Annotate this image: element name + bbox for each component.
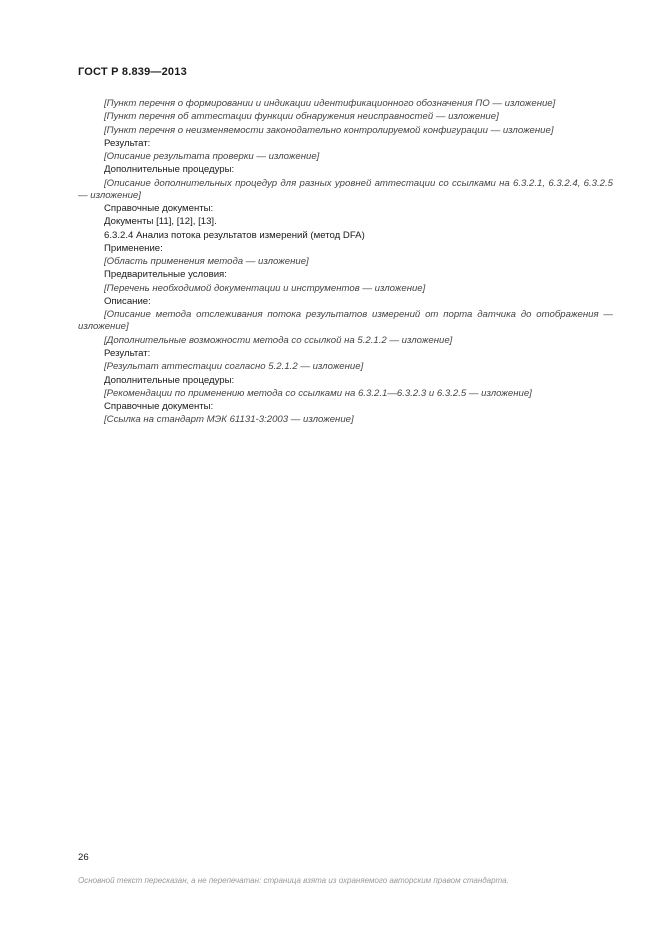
section-label: Дополнительные процедуры:	[104, 164, 235, 176]
clause-heading: 6.3.2.4 Анализ потока результатов измерений (метод DFA)	[104, 229, 365, 241]
summary-note: Основной текст пересказан, а не перепечатан: страница взята из охраняемого авторским правом стандарта.	[78, 876, 509, 885]
paragraph-summary: [Пункт перечня о формировании и индикации идентификационного обозначения ПО — изложение]	[104, 98, 556, 109]
paragraph-summary: [Ссылка на стандарт МЭК 61131-3:2003 — изложение]	[104, 414, 354, 426]
paragraph-summary: [Описание результата проверки — изложение]	[104, 151, 320, 163]
section-label: Дополнительные процедуры:	[104, 374, 235, 386]
document-body	[78, 98, 613, 428]
paragraph-summary: [Пункт перечня об аттестации функции обнаружения неисправностей — изложение]	[104, 111, 499, 123]
section-label: Предварительные условия:	[104, 269, 227, 281]
section-label: Применение:	[104, 242, 163, 254]
section-label: Справочные документы:	[104, 401, 214, 413]
paragraph-summary: [Дополнительные возможности метода со ссылкой на 5.2.1.2 — изложение]	[104, 334, 453, 346]
section-label: Описание:	[104, 296, 151, 308]
paragraph-summary: [Описание дополнительных процедур для разных уровней аттестации со ссылками на 6.3.2.1, 6.3.2.4, 6.3.2.5 — изложение]	[78, 177, 613, 201]
paragraph-summary: [Область применения метода — изложение]	[104, 256, 309, 268]
section-label: Результат:	[104, 137, 151, 149]
paragraph-summary: [Результат аттестации согласно 5.2.1.2 — изложение]	[104, 361, 364, 373]
paragraph-summary: [Описание метода отслеживания потока результатов измерений от порта датчика до отображения — изложение]	[78, 309, 613, 333]
paragraph-summary: [Пункт перечня о неизменяемости законодательно контролируемой конфигурации — изложение]	[104, 124, 554, 136]
document-header: ГОСТ Р 8.839—2013	[78, 66, 187, 78]
paragraph-summary: [Рекомендации по применению метода со ссылками на 6.3.2.1—6.3.2.3 и 6.3.2.5 — изложение]	[104, 387, 532, 399]
paragraph-summary: [Перечень необходимой документации и инструментов — изложение]	[104, 282, 426, 294]
section-label: Результат:	[104, 347, 151, 359]
page-number: 26	[78, 852, 89, 863]
section-label: Справочные документы:	[104, 203, 214, 215]
section-label: Документы [11], [12], [13].	[104, 216, 217, 228]
